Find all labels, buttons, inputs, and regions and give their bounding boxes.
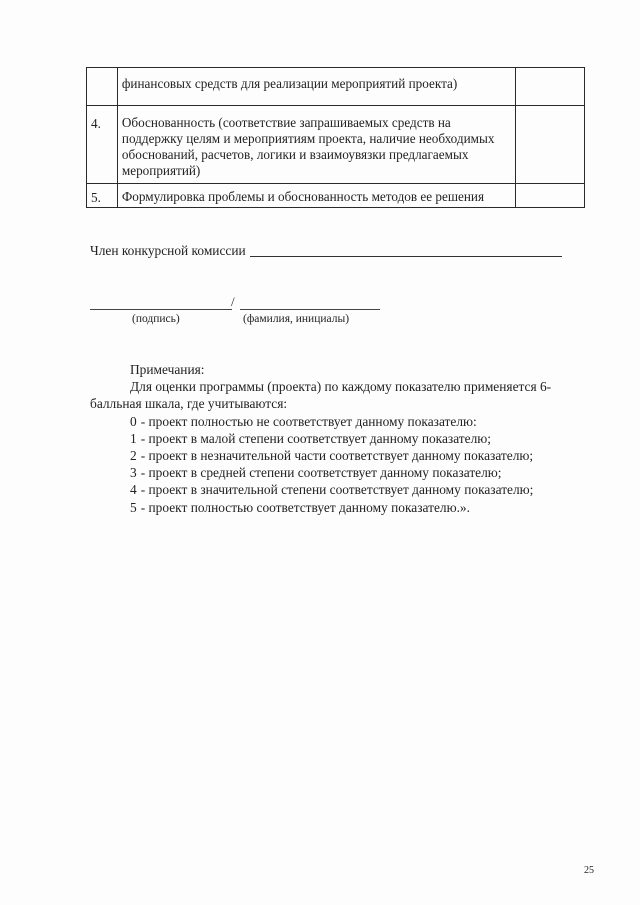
row-number: 5. [87, 184, 118, 208]
notes-section [90, 361, 595, 516]
list-item [90, 464, 595, 481]
table-row [87, 184, 585, 208]
commission-member-label: Член конкурсной комиссии [90, 243, 246, 258]
list-item [90, 430, 595, 447]
page-number: 25 [584, 865, 594, 876]
criterion-text: Обоснованность (соответствие запрашиваемых средств на поддержку целям и мероприятиям проекта, наличие необходимых обоснований, расчетов, логики и взаимоувязки предлагаемых мероприятий) [117, 106, 516, 184]
criterion-text: Формулировка проблемы и обоснованность методов ее решения [117, 184, 516, 208]
scale-description: - проект в средней степени соответствует данному показателю; [140, 465, 502, 481]
member-name-blank [250, 256, 562, 257]
criterion-text: финансовых средств для реализации мероприятий проекта) [117, 68, 516, 106]
criteria-table [86, 67, 585, 208]
name-initials-caption: (фамилия, инициалы) [243, 313, 350, 325]
table-row [87, 68, 585, 106]
score-cell [516, 184, 585, 208]
signature-caption: (подпись) [132, 313, 180, 325]
list-item [90, 413, 595, 430]
commission-member-line [90, 243, 590, 259]
score-cell [516, 106, 585, 184]
signature-separator: / [231, 294, 235, 309]
scale-description: - проект в значительной степени соответствует данному показателю; [140, 482, 534, 498]
scale-grade: 2 [130, 448, 137, 464]
notes-heading: Примечания: [130, 362, 205, 377]
score-cell [516, 68, 585, 106]
signature-blank [90, 309, 232, 310]
scale-grade: 0 [130, 413, 137, 429]
row-number: 4. [87, 106, 118, 184]
list-item [90, 499, 595, 516]
row-number [87, 68, 118, 106]
scale-description: - проект полностью не соответствует данному показателю: [140, 413, 477, 429]
list-item [90, 481, 595, 498]
scale-description: - проект в незначительной части соответствует данному показателю; [140, 448, 534, 464]
scale-grade: 4 [130, 482, 137, 498]
scale-grade: 3 [130, 465, 137, 481]
scale-grade: 5 [130, 499, 137, 515]
scale-description: - проект в малой степени соответствует данному показателю; [140, 430, 492, 446]
notes-intro: Для оценки программы (проекта) по каждому показателю применяется 6-балльная шкала, где учитываются: [90, 379, 552, 412]
scale-list [90, 413, 595, 516]
scale-description: - проект полностью соответствует данному показателю.». [140, 499, 470, 515]
scale-grade: 1 [130, 430, 137, 446]
list-item [90, 447, 595, 464]
table-row [87, 106, 585, 184]
name-initials-blank [240, 309, 380, 310]
